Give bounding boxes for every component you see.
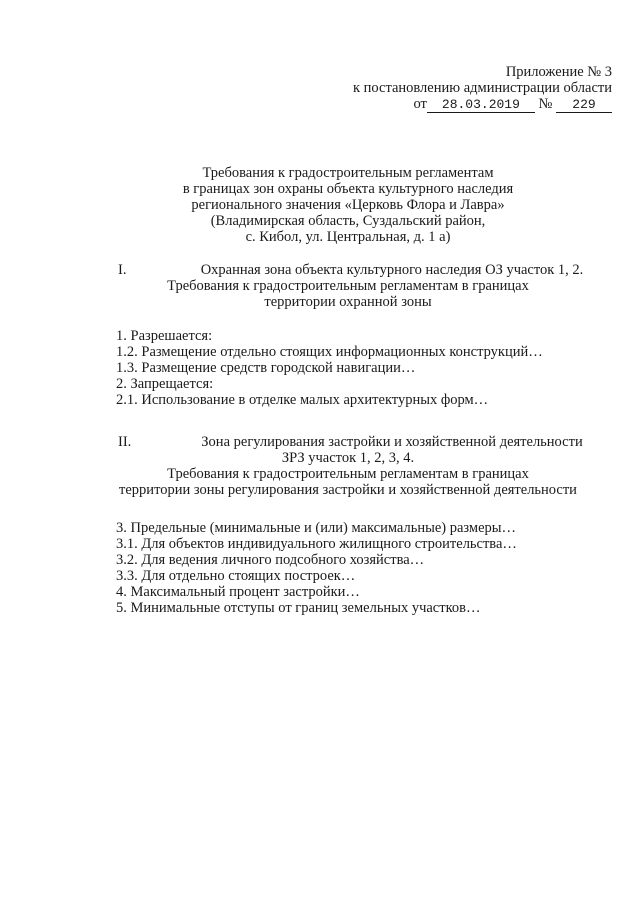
list-item: 5. Минимальные отступы от границ земельных участков… (116, 600, 481, 616)
from-label: от (413, 96, 427, 112)
section-1-heading-line-1: Охранная зона объекта культурного наследия ОЗ участок 1, 2. (200, 262, 584, 278)
section-2-heading-line-1: Зона регулирования застройки и хозяйственной деятельности (201, 434, 583, 450)
resolution-number: 229 (556, 98, 612, 113)
section-1-heading-line-3: территории охранной зоны (264, 294, 432, 310)
list-item: 1.2. Размещение отдельно стоящих информационных конструкций… (116, 344, 543, 360)
list-item: 3. Предельные (минимальные и (или) максимальные) размеры… (116, 520, 517, 536)
title-line: Требования к градостроительным регламентам (202, 165, 494, 181)
list-item: 1.3. Размещение средств городской навигации… (116, 360, 416, 376)
title-line: с. Кибол, ул. Центральная, д. 1 а) (245, 229, 451, 245)
list-item: 3.1. Для объектов индивидуального жилищного строительства… (116, 536, 517, 552)
appendix-subtitle: к постановлению администрации области (352, 80, 612, 96)
title-line: (Владимирская область, Суздальский район, (210, 213, 486, 229)
appendix-title: Приложение № 3 (505, 64, 612, 80)
appendix-date-number-line (84, 96, 612, 113)
section-2-heading-line-4: территории зоны регулирования застройки и хозяйственной деятельности (119, 482, 577, 498)
list-item: 3.2. Для ведения личного подсобного хозяйства… (116, 552, 425, 568)
resolution-date: 28.03.2019 (427, 98, 535, 113)
title-line: в границах зон охраны объекта культурного наследия (182, 181, 514, 197)
section-2-numeral: II. (118, 434, 132, 450)
section-2-heading (84, 434, 612, 498)
section-2-body (84, 520, 612, 616)
section-1-numeral: I. (118, 262, 127, 278)
list-item: 4. Максимальный процент застройки… (116, 584, 360, 600)
section-1-heading-line-2: Требования к градостроительным регламентам в границах (167, 278, 529, 294)
title-line: регионального значения «Церковь Флора и Лавра» (191, 197, 505, 213)
appendix-header (84, 64, 612, 113)
section-1-body (84, 328, 612, 408)
list-item: 1. Разрешается: (116, 328, 213, 344)
document-title (84, 165, 612, 245)
section-2-heading-line-3: Требования к градостроительным регламентам в границах (167, 466, 529, 482)
list-item: 3.3. Для отдельно стоящих построек… (116, 568, 356, 584)
list-item: 2.1. Использование в отделке малых архитектурных форм… (116, 392, 489, 408)
list-item: 2. Запрещается: (116, 376, 214, 392)
section-1-heading (84, 262, 612, 310)
section-2-heading-line-2: ЗРЗ участок 1, 2, 3, 4. (281, 450, 415, 466)
number-label: № (538, 96, 553, 112)
